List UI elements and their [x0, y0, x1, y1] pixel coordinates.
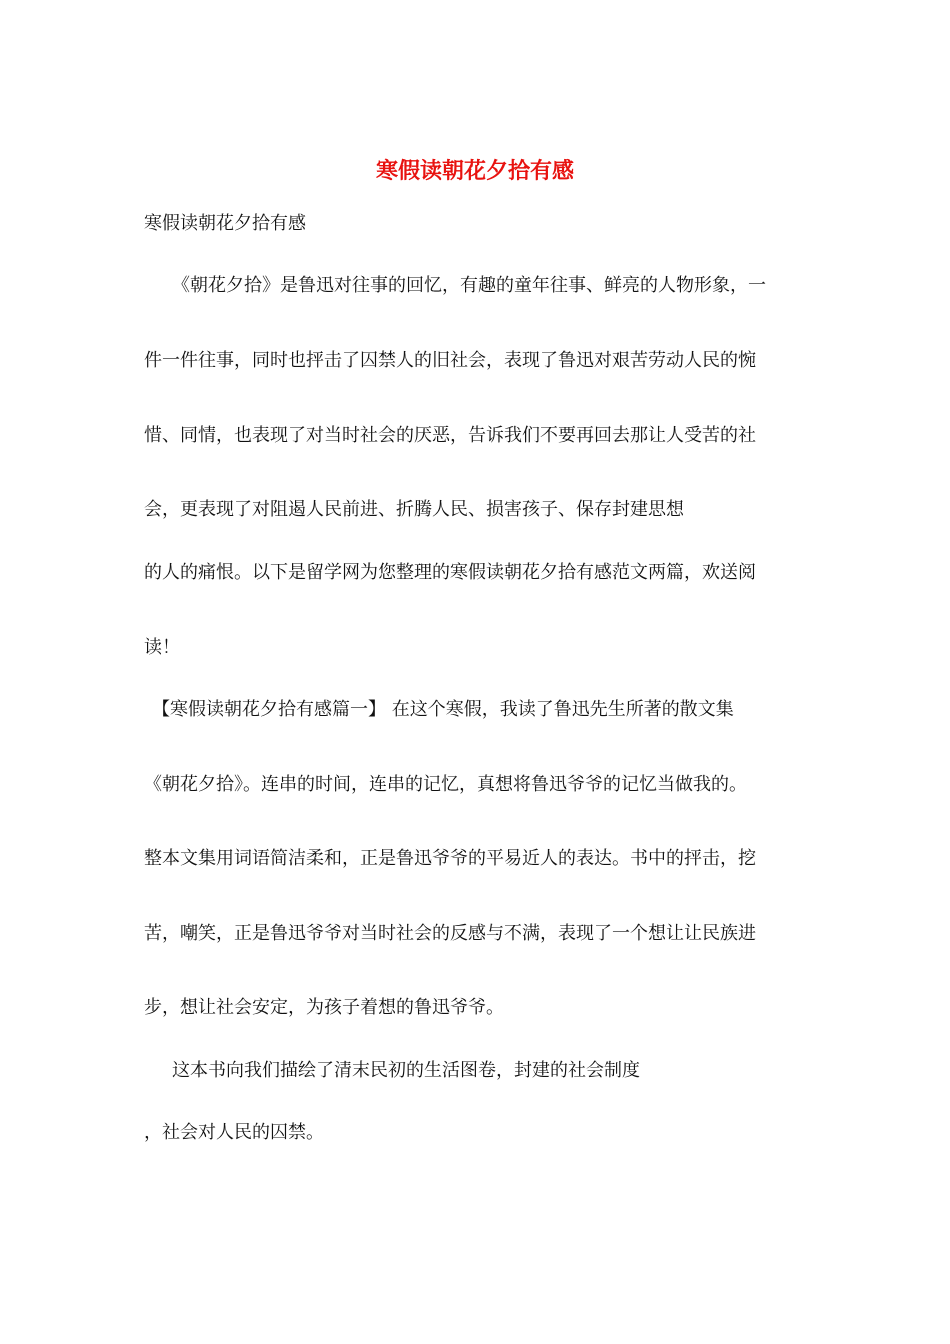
- paragraph-line: 读！: [144, 637, 180, 658]
- paragraph-line: 【寒假读朝花夕拾有感篇一】 在这个寒假，我读了鲁迅先生所著的散文集: [152, 699, 734, 720]
- paragraph-line: 件一件往事，同时也抨击了囚禁人的旧社会，表现了鲁迅对艰苦劳动人民的惋: [144, 350, 756, 371]
- paragraph-line: 会，更表现了对阻遏人民前进、折腾人民、损害孩子、保存封建思想: [144, 499, 684, 520]
- paragraph-line: 惜、同情，也表现了对当时社会的厌恶，告诉我们不要再回去那让人受苦的社: [144, 425, 756, 446]
- document-title: 寒假读朝花夕拾有感: [375, 159, 574, 184]
- paragraph-line: 的人的痛恨。以下是留学网为您整理的寒假读朝花夕拾有感范文两篇，欢送阅: [144, 562, 756, 583]
- paragraph-line: 整本文集用词语简洁柔和，正是鲁迅爷爷的平易近人的表达。书中的抨击，挖: [144, 848, 756, 869]
- paragraph-line: 《朝花夕拾》是鲁迅对往事的回忆，有趣的童年往事、鲜亮的人物形象，一: [172, 275, 766, 296]
- document-subtitle: 寒假读朝花夕拾有感: [144, 213, 306, 234]
- paragraph-line: 苦，嘲笑，正是鲁迅爷爷对当时社会的反感与不满，表现了一个想让让民族进: [144, 923, 756, 944]
- paragraph-line: 《朝花夕拾》。连串的时间，连串的记忆，真想将鲁迅爷爷的记忆当做我的。: [144, 774, 747, 795]
- paragraph-line: 步，想让社会安定，为孩子着想的鲁迅爷爷。: [144, 997, 504, 1018]
- paragraph-line: ，社会对人民的囚禁。: [144, 1122, 324, 1143]
- paragraph-line: 这本书向我们描绘了清末民初的生活图卷，封建的社会制度: [172, 1060, 640, 1081]
